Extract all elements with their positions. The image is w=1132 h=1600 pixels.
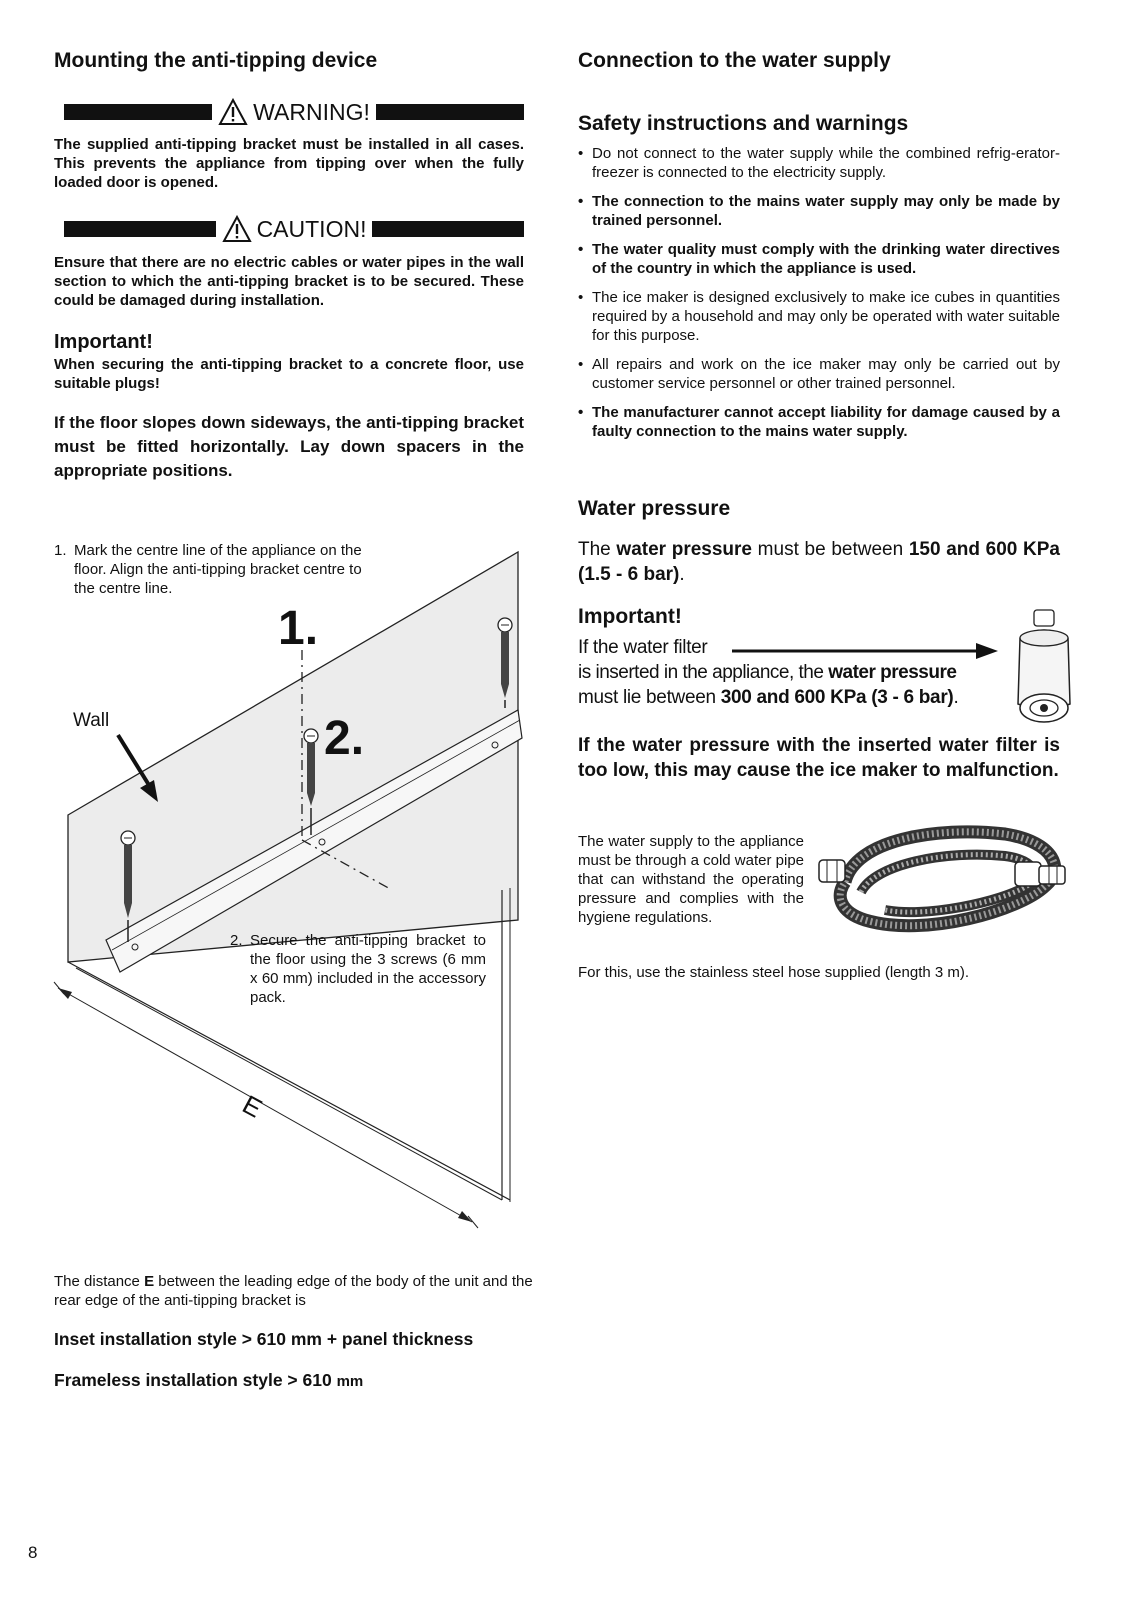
filter-arrow-icon xyxy=(730,640,1000,662)
step-2-number: 2. xyxy=(230,932,243,949)
warning-triangle-icon xyxy=(218,98,248,126)
hose-fitting-left xyxy=(819,860,845,882)
hose-fitting-right xyxy=(1015,862,1065,886)
warning-label: WARNING! xyxy=(253,98,370,125)
banner-bar xyxy=(372,221,524,237)
hose-note: For this, use the stainless steel hose supplied (length 3 m). xyxy=(578,964,970,981)
step-2-big-label: 2. xyxy=(324,712,365,765)
safety-list xyxy=(578,144,1060,451)
low-pressure-text: If the water pressure with the inserted water filter is too low, this may cause the ice maker to malfunction. xyxy=(578,735,1060,781)
wall-label: Wall xyxy=(73,710,110,731)
frameless-style-text: Frameless installation style > 610 mm xyxy=(54,1370,364,1390)
list-item: • The manufacturer cannot accept liability for damage caused by a faulty connection to the mains water supply. xyxy=(578,403,1060,441)
list-item: • The water quality must comply with the drinking water directives of the country in which the appliance is used. xyxy=(578,240,1060,278)
step-2 xyxy=(230,931,486,1007)
list-item: • All repairs and work on the ice maker may only be carried out by customer service personnel or other trained personnel. xyxy=(578,355,1060,393)
step-1-big-label: 1. xyxy=(278,602,319,655)
filter-important-heading: Important! xyxy=(578,605,682,628)
filter-line-2: is inserted in the appliance, the water pressure xyxy=(578,662,957,683)
important-text: When securing the anti-tipping bracket to a concrete floor, use suitable plugs! xyxy=(54,356,524,392)
banner-bar xyxy=(64,104,212,120)
hose-text: The water supply to the appliance must be through a cold water pipe that can withstand the operating pressure and complies with the hygiene regulations. xyxy=(578,833,804,926)
water-filter-icon xyxy=(1010,608,1080,728)
caution-text: Ensure that there are no electric cables or water pipes in the wall section to which the anti-tipping bracket is to be secured. These could be damaged during installation. xyxy=(54,254,524,309)
banner-bar xyxy=(64,221,216,237)
page-number: 8 xyxy=(28,1543,38,1562)
caution-banner xyxy=(64,214,524,244)
filter-line-3: must lie between 300 and 600 KPa (3 - 6 bar). xyxy=(578,687,959,708)
list-item: • Do not connect to the water supply while the combined refrig-erator-freezer is connected to the electricity supply. xyxy=(578,144,1060,182)
step-1-text: Mark the centre line of the appliance on the floor. Align the anti-tipping bracket centre to the centre line. xyxy=(74,542,362,597)
important-heading: Important! xyxy=(54,331,153,353)
stainless-steel-hose-icon xyxy=(815,820,1073,950)
installation-diagram xyxy=(40,540,540,1240)
step-1-number: 1. xyxy=(54,542,67,559)
section-title-water-supply: Connection to the water supply xyxy=(578,49,891,72)
section-title-anti-tipping: Mounting the anti-tipping device xyxy=(54,49,378,72)
list-item: • The ice maker is designed exclusively to make ice cubes in quantities required by a household and may only be operated with water suitable for this purpose. xyxy=(578,288,1060,345)
dimension-e-label: E xyxy=(237,1088,268,1124)
distance-text: The distance E between the leading edge of the body of the unit and the rear edge of the anti-tipping bracket is xyxy=(54,1273,533,1309)
warning-text: The supplied anti-tipping bracket must be installed in all cases. This prevents the appliance from tipping over when the fully loaded door is opened. xyxy=(54,136,524,191)
banner-bar xyxy=(376,104,524,120)
inset-style-text: Inset installation style > 610 mm + panel thickness xyxy=(54,1329,474,1349)
filter-line-1: If the water filter xyxy=(578,637,708,658)
caution-triangle-icon xyxy=(222,215,252,243)
water-pressure-heading: Water pressure xyxy=(578,497,731,520)
slope-text: If the floor slopes down sideways, the anti-tipping bracket must be fitted horizontally. Lay down spacers in the appropriate positions. xyxy=(54,413,524,480)
caution-label: CAUTION! xyxy=(256,215,367,242)
step-2-text: Secure the anti-tipping bracket to the floor using the 3 screws (6 mm x 60 mm) included in the accessory pack. xyxy=(250,932,486,1006)
dimension-line-e xyxy=(58,988,472,1222)
safety-heading: Safety instructions and warnings xyxy=(578,112,909,135)
list-item: • The connection to the mains water supply may only be made by trained personnel. xyxy=(578,192,1060,230)
water-pressure-text: The water pressure must be between 150 and 600 KPa (1.5 - 6 bar). xyxy=(578,539,1060,585)
warning-banner xyxy=(64,97,524,127)
